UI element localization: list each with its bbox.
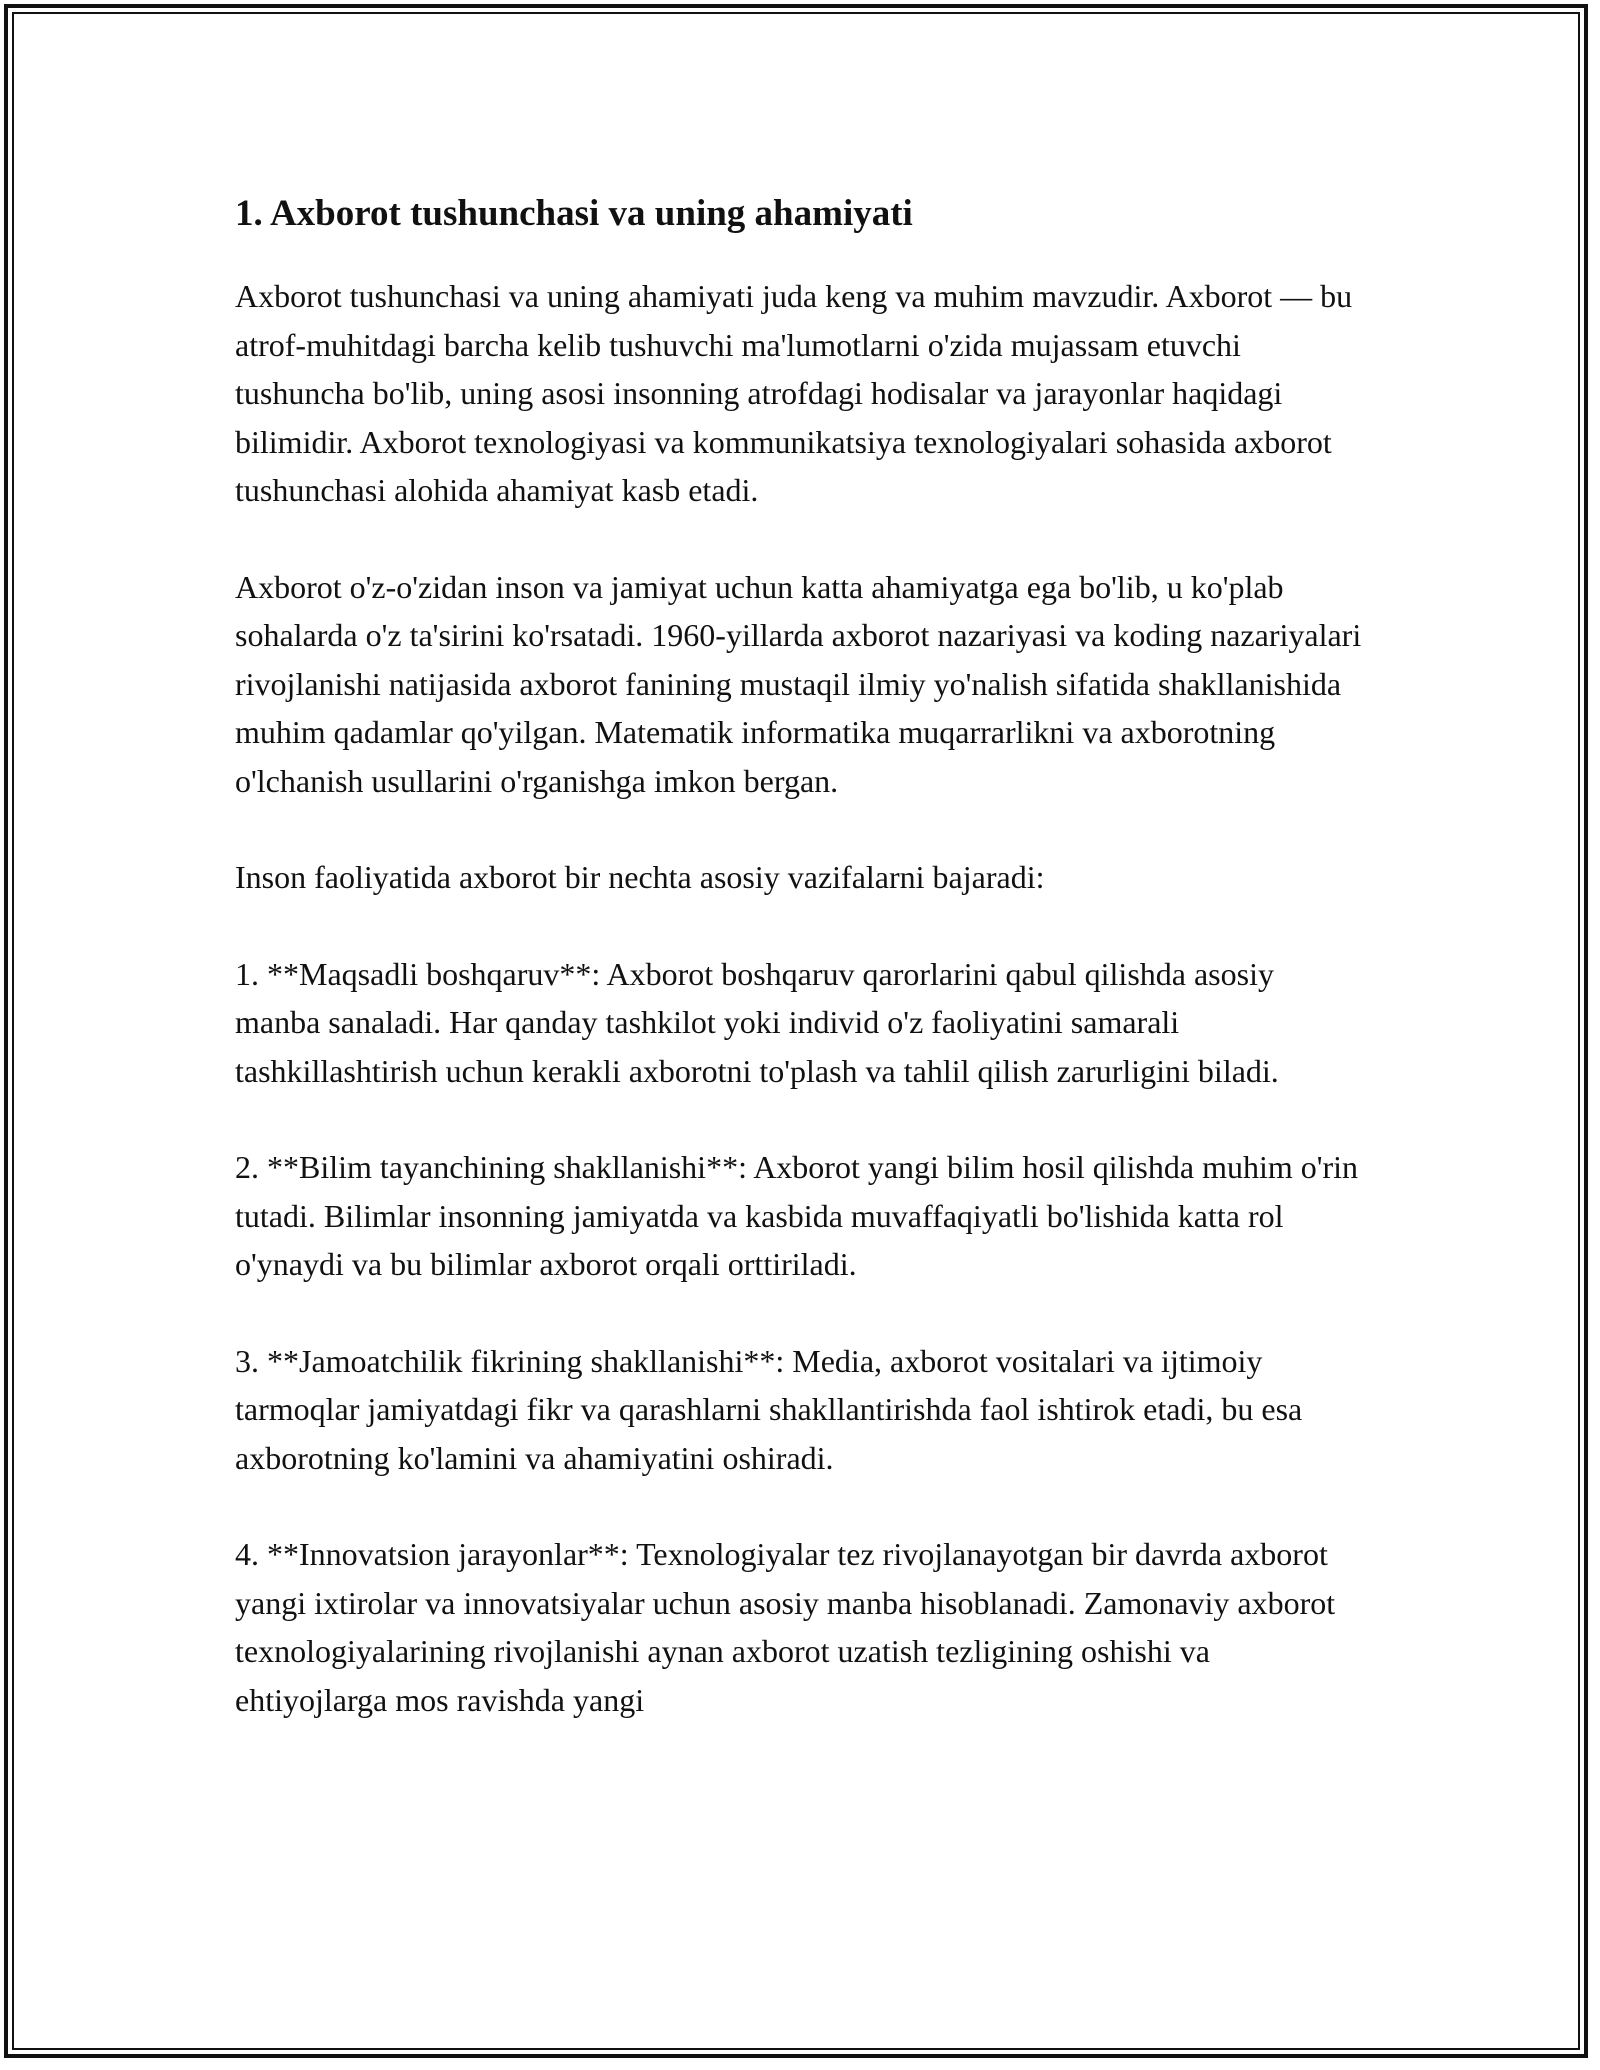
paragraph-significance: Axborot o'z-o'zidan inson va jamiyat uchun katta ahamiyatga ega bo'lib, u ko'plab sohalarda o'z ta'sirini ko'rsatadi. 1960-yillarda axborot nazariyasi va koding nazariyalari rivojlanishi natijasida axborot fanining mustaqil ilmiy yo'nalish sifatida shakllanishida muhim qadamlar qo'yilgan. Matematik informatika muqarrarlikni va axborotning o'lchanish usullarini o'rganishga imkon bergan. [235,568,1362,799]
list-item-public-opinion: 3. **Jamoatchilik fikrining shakllanishi**: Media, axborot vositalari va ijtimoiy tarmoqlar jamiyatdagi fikr va qarashlarni shakllantirishda faol ishtirok etadi, bu esa axborotning ko'lamini va ahamiyatini oshiradi. [235,1342,1303,1476]
document-body [235,186,1365,1724]
paragraph-intro: Axborot tushunchasi va uning ahamiyati juda keng va muhim mavzudir. Axborot — bu atrof-muhitdagi barcha kelib tushuvchi ma'lumotlarni o'zida mujassam etuvchi tushuncha bo'lib, uning asosi insonning atrofdagi hodisalar va jarayonlar haqidagi bilimidir. Axborot texnologiyasi va kommunikatsiya texnologiyalari sohasida axborot tushunchasi alohida ahamiyat kasb etadi. [235,278,1353,508]
list-item-goal-management: 1. **Maqsadli boshqaruv**: Axborot boshqaruv qarorlarini qabul qilishda asosiy manba sanaladi. Har qanday tashkilot yoki individ o'z faoliyatini samarali tashkillashtirish uchun kerakli axborotni to'plash va tahlil qilish zarurligini biladi. [235,955,1279,1089]
list-item-innovation: 4. **Innovatsion jarayonlar**: Texnologiyalar tez rivojlanayotgan bir davrda axborot yangi ixtirolar va innovatsiyalar uchun asosiy manba hisoblanadi. Zamonaviy axborot texnologiyalarining rivojlanishi aynan axborot uzatish tezligining oshishi va ehtiyojlarga mos ravishda yangi [235,1536,1336,1718]
paragraph-functions-lead: Inson faoliyatida axborot bir nechta asosiy vazifalarni bajaradi: [235,859,1045,895]
section-heading: 1. Axborot tushunchasi va uning ahamiyati [235,193,913,234]
list-item-knowledge-base: 2. **Bilim tayanchining shakllanishi**: Axborot yangi bilim hosil qilishda muhim o'rin tutadi. Bilimlar insonning jamiyatda va kasbida muvaffaqiyatli bo'lishida katta rol o'ynaydi va bu bilimlar axborot orqali orttiriladi. [235,1149,1359,1282]
